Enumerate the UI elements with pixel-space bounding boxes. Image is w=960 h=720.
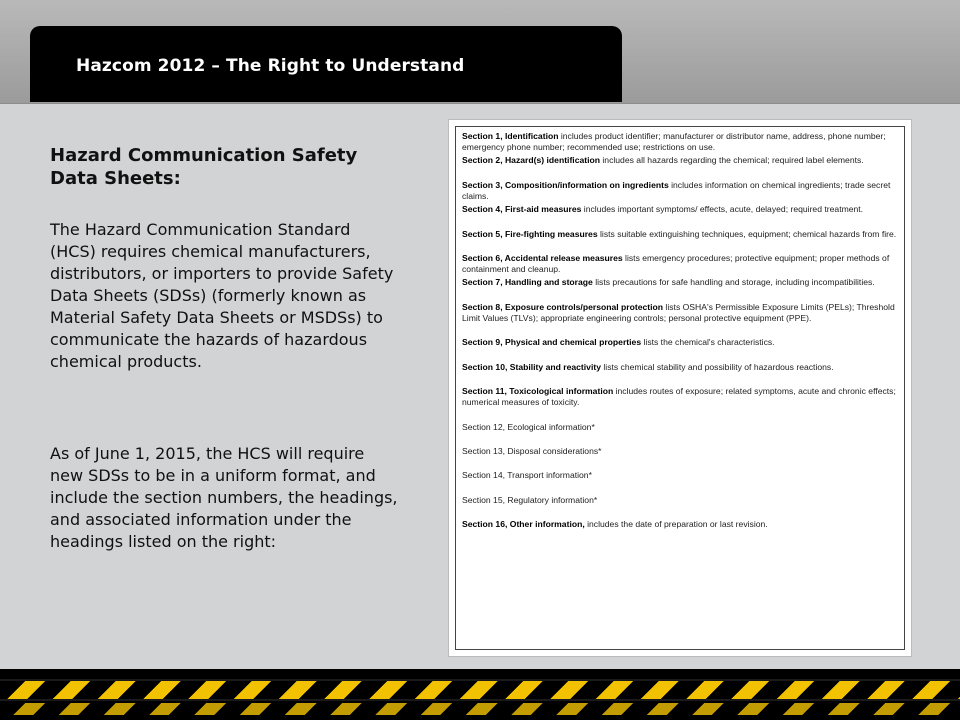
sds-section-text: lists precautions for safe handling and storage, including incompatibilities. <box>592 277 875 288</box>
sds-section-text: includes all hazards regarding the chemical; required label elements. <box>600 155 864 166</box>
sds-section-1 <box>462 131 898 155</box>
sds-section-text: includes important symptoms/ effects, acute, delayed; required treatment. <box>581 204 864 215</box>
sds-section-text: lists emergency procedures; protective equipment; proper methods of containment and cleanup. <box>462 252 890 275</box>
sds-section-text: Section 15, Regulatory information* <box>462 494 598 505</box>
sds-section-title: Section 4, First-aid measures <box>462 204 582 215</box>
sds-section-text: includes the date of preparation or last revision. <box>584 519 768 530</box>
sds-section-title: Section 10, Stability and reactivity <box>462 361 601 372</box>
sds-section-text: Section 12, Ecological information* <box>462 421 595 432</box>
sds-section-text: Section 13, Disposal considerations* <box>462 446 602 457</box>
sds-section-title: Section 2, Hazard(s) identification <box>462 155 600 166</box>
sds-section-4 <box>462 204 898 228</box>
sds-section-12 <box>462 422 898 446</box>
sds-section-title: Section 6, Accidental release measures <box>462 252 623 263</box>
sds-sections-table <box>448 119 912 657</box>
sds-section-14 <box>462 470 898 494</box>
sds-section-text: lists the chemical's characteristics. <box>641 337 775 348</box>
sds-section-9 <box>462 337 898 361</box>
sds-section-15 <box>462 495 898 519</box>
sds-section-text: includes information on chemical ingredients; trade secret claims. <box>462 179 891 201</box>
sds-sections-list <box>455 126 905 650</box>
sds-section-6 <box>462 253 898 277</box>
sds-section-title: Section 5, Fire-fighting measures <box>462 228 598 239</box>
sds-section-2 <box>462 155 898 179</box>
sds-section-text: includes product identifier; manufacturer or distributor name, address, phone number; emergency phone number; recommended use; restrictions on use. <box>462 131 886 153</box>
sds-section-10 <box>462 362 898 386</box>
sds-section-text: includes routes of exposure; related symptoms, acute and chronic effects; numerical measures of toxicity. <box>462 386 896 408</box>
sds-section-16 <box>462 519 898 543</box>
sds-section-title: Section 8, Exposure controls/personal protection <box>462 301 664 312</box>
slide-title: Hazcom 2012 – The Right to Understand <box>76 56 465 76</box>
sds-section-7 <box>462 277 898 301</box>
hazard-stripes-bottom <box>0 703 960 715</box>
sds-section-13 <box>462 446 898 470</box>
sds-section-title: Section 7, Handling and storage <box>462 277 593 288</box>
sds-section-5 <box>462 229 898 253</box>
sds-section-title: Section 16, Other information, <box>462 519 585 530</box>
sds-section-title: Section 3, Composition/information on ingredients <box>462 179 669 190</box>
sds-section-title: Section 1, Identification <box>462 131 559 141</box>
sds-section-title: Section 11, Toxicological information <box>462 386 614 397</box>
sds-section-text: Section 14, Transport information* <box>462 470 592 481</box>
hazard-stripe-footer <box>0 669 960 720</box>
content-heading: Hazard Communication Safety Data Sheets: <box>50 145 358 189</box>
paragraph-hcs-requirement: The Hazard Communication Standard (HCS) requires chemical manufacturers, distributors, or importers to provide Safety Data Sheets (SDSs) (formerly known as Material Safety Data Sheets or MSDSs) to communicate the hazards of hazardous chemical products. <box>50 220 394 371</box>
sds-section-11 <box>462 386 898 422</box>
paragraph-uniform-format: As of June 1, 2015, the HCS will require new SDSs to be in a uniform format, and include the section numbers, the headings, and associated information under the headings listed on the right: <box>50 444 398 551</box>
sds-section-text: lists suitable extinguishing techniques, equipment; chemical hazards from fire. <box>597 228 897 239</box>
sds-section-text: lists OSHA's Permissible Exposure Limits (PELs); Threshold Limit Values (TLVs); appropriate engineering controls; personal protective equipment (PPE). <box>462 301 895 323</box>
sds-section-title: Section 9, Physical and chemical properties <box>462 337 642 348</box>
sds-section-text: lists chemical stability and possibility of hazardous reactions. <box>600 361 834 372</box>
sds-section-8 <box>462 302 898 338</box>
sds-section-3 <box>462 180 898 204</box>
hazard-stripes-top <box>0 679 960 701</box>
